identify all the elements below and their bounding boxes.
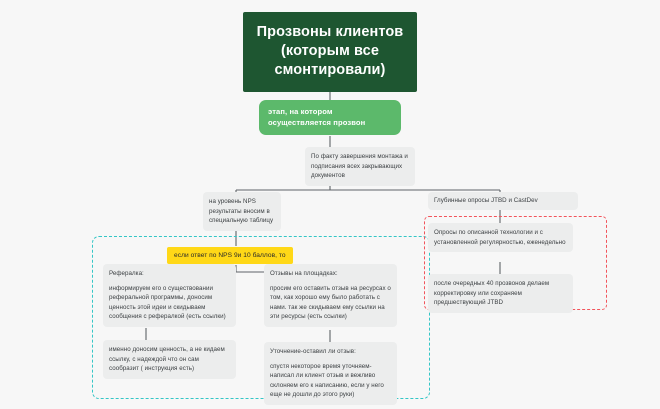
- root-node[interactable]: [243, 12, 417, 92]
- stage-line-2: осуществляется прозвон: [268, 118, 366, 128]
- surveys-followup-body: после очередных 40 прозвонов делаем корректировку или сохраняем предшествующий JTBD: [434, 280, 550, 307]
- trigger-text: По факту завершения монтажа и подписания всех закрывающих документов: [311, 153, 408, 180]
- nps-condition-node[interactable]: [167, 247, 293, 264]
- reviews-followup-node[interactable]: [264, 342, 397, 405]
- referral-body: информируем его о существовании реферальной программы, доносим ценность этой идеи и скидываем сообщения с рефералкой (есть ссылки): [109, 284, 226, 321]
- branch-left-label: на уровень NPS результаты вносим в специальную таблицу: [209, 198, 274, 225]
- reviews-body: просим его оставить отзыв на ресурсах о том, как хорошо ему было работать с нами. так же скидываем ему ссылки на эти ресурсы (есть ссылки): [270, 284, 391, 321]
- surveys-node[interactable]: [428, 223, 573, 252]
- root-title-line-1: Прозвоны клиентов: [256, 24, 404, 40]
- referral-note-node[interactable]: [103, 340, 236, 379]
- reviews-heading: Отзывы на площадках:: [270, 270, 338, 277]
- referral-heading: Рефералка:: [109, 270, 144, 277]
- reviews-followup-body: спустя некоторое время уточняем-написал ли клиент отзыв и вежливо склоняем его к написанию, если у него еще не дошли до этого руки): [270, 362, 384, 399]
- reviews-followup-heading: Уточнение-оставил ли отзыв:: [270, 348, 356, 355]
- branch-left-node[interactable]: [203, 192, 281, 231]
- referral-node[interactable]: [103, 264, 236, 327]
- root-title-line-2: (которым все: [280, 42, 380, 59]
- trigger-node[interactable]: [305, 147, 415, 186]
- branch-right-label: Глубинные опросы JTBD и CastDev: [434, 197, 538, 204]
- stage-node[interactable]: [259, 100, 401, 135]
- stage-line-1: этап, на котором: [268, 107, 333, 116]
- nps-condition-text: если ответ по NPS 9и 10 баллов, то: [174, 252, 286, 259]
- branch-right-node[interactable]: [428, 192, 578, 210]
- reviews-node[interactable]: [264, 264, 397, 327]
- referral-note-body: именно доносим ценность, а не кидаем ссылку, с надеждой что он сам сообразит ( инструкция есть): [109, 346, 225, 373]
- surveys-body: Опросы по описанной технологии и с установленной регулярностью, еженедельно: [434, 229, 566, 246]
- root-title-line-3: смонтировали): [274, 61, 386, 78]
- surveys-followup-node[interactable]: [428, 274, 573, 313]
